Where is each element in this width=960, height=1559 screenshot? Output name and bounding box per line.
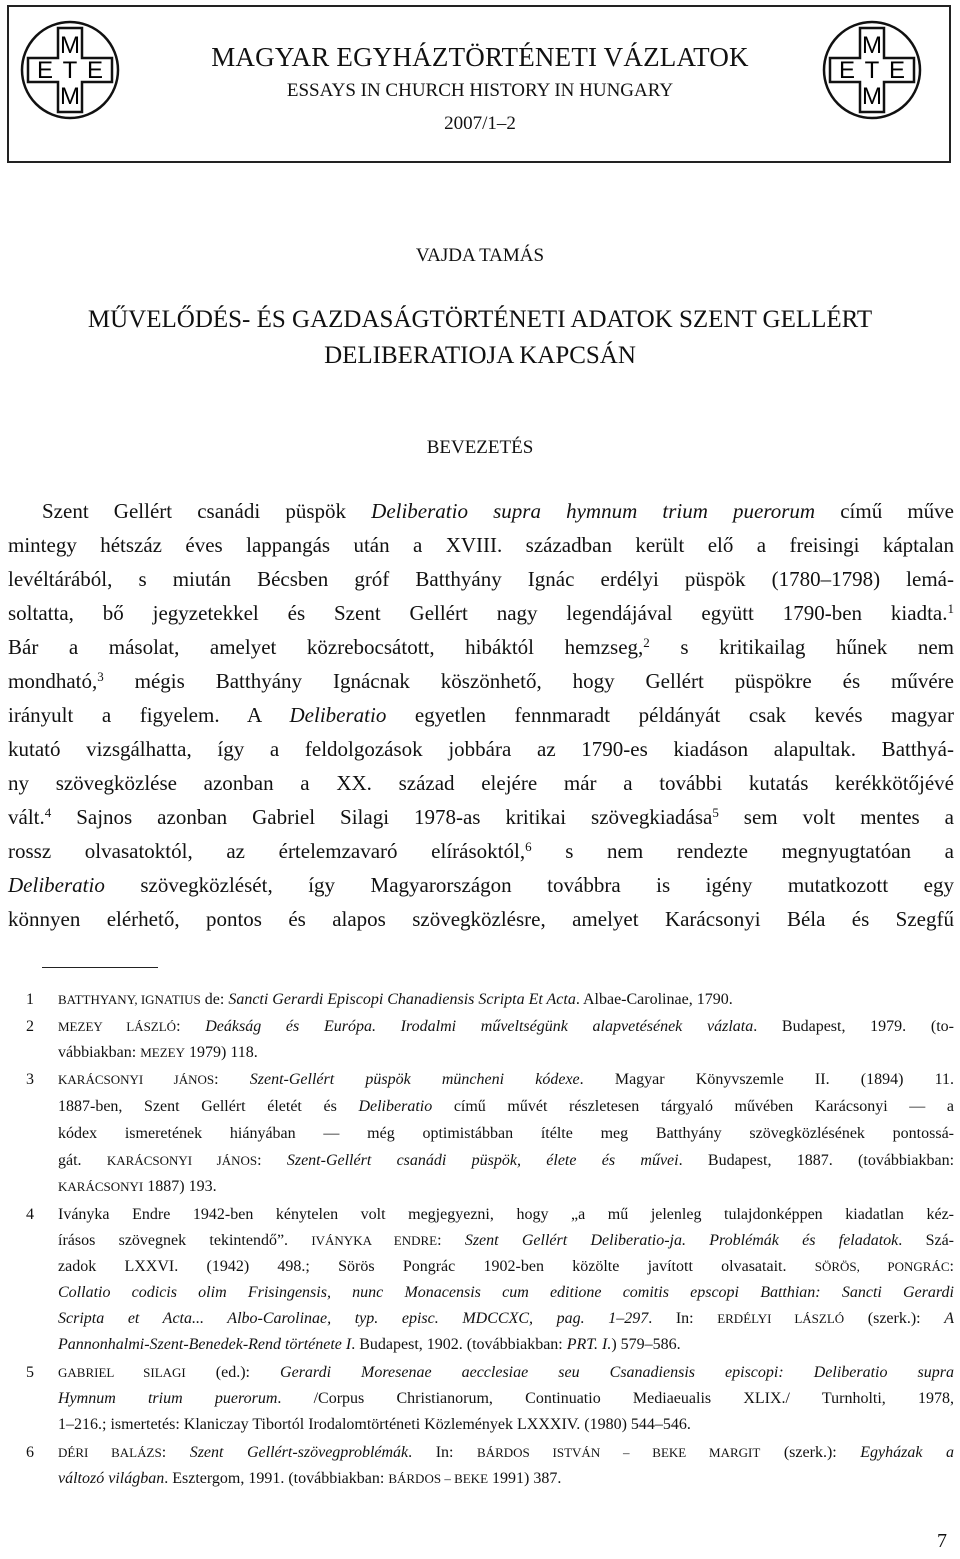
footnote-line: gát. KARÁCSONYI JÁNOS: Szent-Gellért csanádi püspök, élete és művei. Budapest, 1887. (továbbiakban: xyxy=(58,1152,955,1169)
footnote-line: Scripta et Acta... Albo-Carolinae, typ. episc. MDCCXC, pag. 1–297. In: ERDÉLYI LÁSZLÓ (szerk.): A xyxy=(58,1310,955,1327)
body-line: soltatta, bő jegyzetekkel és Szent Gellért nagy legendájával együtt 1790-ben kiadta.$^1$ xyxy=(8,601,954,625)
footnote-number: 2 xyxy=(26,1018,34,1035)
footnote-line: zadok LXXVI. (1942) 498.; Sörös Pongrác 1902-ben közölte javított olvasatait. SÖRÖS, PONGRÁC: xyxy=(58,1258,954,1275)
footnote-line: 1–216.; ismertetés: Klaniczay Tibortól Irodalomtörténeti Közlemények LXXXIV. (1980) 544–546. xyxy=(58,1416,691,1433)
logo-letter-center: T xyxy=(62,57,78,84)
footnote-ref: 6 xyxy=(525,839,532,854)
journal-title: MAGYAR EGYHÁZTÖRTÉNETI VÁZLATOK xyxy=(211,42,749,72)
logo-letter-top: M xyxy=(60,32,80,59)
footnote-line: vábbiakban: MEZEY 1979) 118. xyxy=(58,1044,258,1061)
article-title-line-2: DELIBERATIOJA KAPCSÁN xyxy=(324,342,636,369)
logo-letter-left: E xyxy=(36,57,54,84)
footnote-line: GABRIEL SILAGI (ed.): Gerardi Moresenae aecclesiae seu Csanadiensis episcopi: Deliberatio supra xyxy=(58,1364,954,1381)
logo-letter-right: E xyxy=(86,57,104,84)
footnote-separator xyxy=(42,967,158,968)
footnote-number: 3 xyxy=(26,1071,34,1088)
body-line: irányult a figyelem. A Deliberatio egyetlen fennmaradt példányát csak kevés magyar xyxy=(8,703,954,727)
footnote-ref: 2 xyxy=(643,635,650,650)
logo-letter-top: M xyxy=(862,32,882,59)
body-line: rossz olvasatoktól, az értelemzavaró elírásoktól,$^6$ s nem rendezte megnyugtatóan a xyxy=(8,839,954,863)
body-line: ny szövegközlése azonban a XX. század elejére már a további kutatás kerékkötőjévé xyxy=(8,771,954,795)
footnote-line: Collatio codicis olim Frisingensis, nunc Monacensis cum editione comitis epscopi Batthian: Sancti Gerardi xyxy=(58,1284,954,1301)
body-line: Szent Gellért csanádi püspök Deliberatio supra hymnum trium puerorum című műve xyxy=(42,499,954,523)
logo-letter-center: T xyxy=(864,57,880,84)
footnote-line: írásos szövegnek tekintendő”. IVÁNYKA ENDRE: Szent Gellért Deliberatio-ja. Problémák és feladatok. Szá- xyxy=(58,1232,954,1249)
footnote-number: 1 xyxy=(26,991,34,1008)
logo-letter-left: E xyxy=(838,57,856,84)
footnote-number: 4 xyxy=(26,1206,34,1223)
footnote-ref: 3 xyxy=(97,669,104,684)
footnote-line: Hymnum trium puerorum. /Corpus Christianorum, Continuatio Mediaeualis XLIX./ Turnholti, 1978, xyxy=(58,1390,954,1407)
body-line: kutató vizsgálhatta, így a feldolgozások jobbára az 1790-es kiadáson alapultak. Batthyá- xyxy=(8,737,954,761)
footnote-line: 1887-ben, Szent Gellért életét és Deliberatio című művét részletesen tárgyaló művében Karácsonyi — a xyxy=(58,1098,955,1115)
footnote-line: MEZEY LÁSZLÓ: Deákság és Európa. Irodalmi műveltségünk alapvetésének vázlata. Budapest, 1979. (to- xyxy=(58,1018,954,1035)
footnote-ref: 1 xyxy=(947,601,954,616)
body-line: Deliberatio szövegközlését, így Magyarországon továbbra is igény mutatkozott egy xyxy=(8,873,954,897)
body-line: mintegy hétszáz éves lappangás után a XVIII. században került elő a freisingi káptalan xyxy=(8,533,954,557)
page-number: 7 xyxy=(937,1530,947,1552)
footnote-line: KARÁCSONYI 1887) 193. xyxy=(58,1178,217,1195)
article-author: VAJDA TAMÁS xyxy=(415,245,545,266)
section-heading: BEVEZETÉS xyxy=(426,437,534,458)
body-line: vált.$^4$ Sajnos azonban Gabriel Silagi 1978-as kritikai szövegkiadása$^5$ sem volt mentes a xyxy=(8,805,954,829)
footnote-line: kódex ismeretének hiányában — még optimistábban ítélte meg Batthyány szövegközlésének pontossá- xyxy=(58,1125,954,1142)
footnote-number: 5 xyxy=(26,1364,34,1381)
footnote-line: DÉRI BALÁZS: Szent Gellért-szövegproblémák. In: BÁRDOS ISTVÁN – BEKE MARGIT (szerk.): Egyházak a xyxy=(58,1444,955,1461)
footnote-ref: 4 xyxy=(44,805,52,820)
footnote-line: Iványka Endre 1942-ben kénytelen volt megjegyezni, hogy „a mű jelenleg tulajdonképpen kiadatlan kéz- xyxy=(58,1206,954,1223)
footnote-line: BATTHYANY, IGNATIUS de: Sancti Gerardi Episcopi Chanadiensis Scripta Et Acta. Albae-Carolinae, 1790. xyxy=(58,991,733,1008)
journal-subtitle: ESSAYS IN CHURCH HISTORY IN HUNGARY xyxy=(286,80,674,101)
body-line: könnyen elérhető, pontos és alapos szövegközlésre, amelyet Karácsonyi Béla és Szegfű xyxy=(8,907,954,931)
body-line: mondható,$^3$ mégis Batthyány Ignácnak köszönhető, hogy Gellért püspökre és művére xyxy=(8,669,954,693)
logo-letter-bottom: M xyxy=(60,83,80,110)
footnote-number: 6 xyxy=(26,1444,34,1461)
logo-letter-bottom: M xyxy=(862,83,882,110)
body-line: levéltárából, s miután Bécsben gróf Batthyány Ignác erdélyi püspök (1780–1798) lemá- xyxy=(8,567,954,591)
footnote-line: KARÁCSONYI JÁNOS: Szent-Gellért püspök müncheni kódexe. Magyar Könyvszemle II. (1894) 11. xyxy=(58,1071,955,1088)
journal-issue: 2007/1–2 xyxy=(444,113,516,134)
footnote-ref: 5 xyxy=(712,805,719,820)
body-line: Bár a másolat, amelyet közrebocsátott, hibáktól hemzseg,$^2$ s kritikailag hűnek nem xyxy=(8,635,954,659)
footnote-line: változó világban. Esztergom, 1991. (továbbiakban: BÁRDOS – BEKE 1991) 387. xyxy=(58,1470,562,1487)
article-title-line-1: MŰVELŐDÉS- ÉS GAZDASÁGTÖRTÉNETI ADATOK SZENT GELLÉRT xyxy=(87,306,873,333)
logo-letter-right: E xyxy=(888,57,906,84)
footnote-line: Pannonhalmi-Szent-Benedek-Rend története I. Budapest, 1902. (továbbiakban: PRT. I.) 579–586. xyxy=(58,1336,681,1353)
